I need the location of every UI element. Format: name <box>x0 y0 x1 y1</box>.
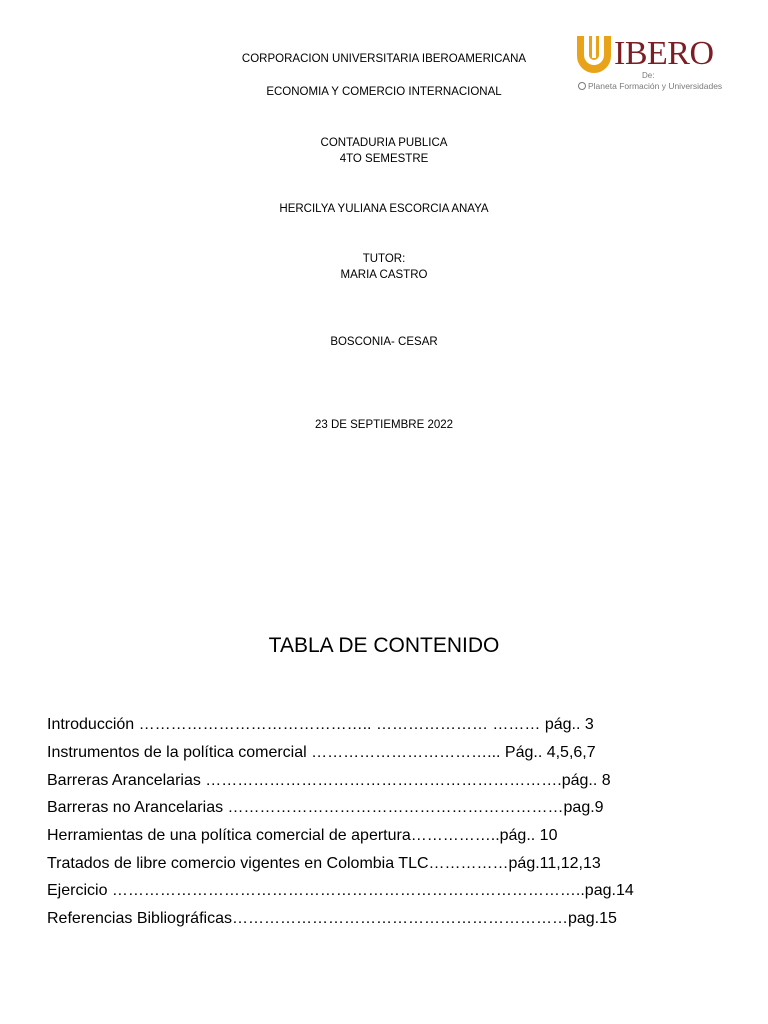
career-name: CONTADURIA PUBLICA <box>320 137 448 149</box>
semester: 4TO SEMESTRE <box>339 153 429 165</box>
location: BOSCONIA- CESAR <box>330 336 438 348</box>
toc-title: TABLA DE CONTENIDO <box>268 634 500 657</box>
toc-entry: Ejercicio ……………………………………………………………………………..pag.14 <box>47 882 634 899</box>
logo-wordmark: IBERO <box>614 35 714 72</box>
tutor-name: MARIA CASTRO <box>340 269 428 281</box>
logo-de-label: De: <box>642 71 655 80</box>
student-name: HERCILYA YULIANA ESCORCIA ANAYA <box>279 203 489 215</box>
tutor-label: TUTOR: <box>362 253 406 265</box>
toc-entry: Instrumentos de la política comercial ……………………………... Pág.. 4,5,6,7 <box>47 744 596 761</box>
toc-entry: Herramientas de una política comercial de apertura……………..pág.. 10 <box>47 827 558 844</box>
toc-entry: Barreras Arancelarias ………………………………………………………….pág.. 8 <box>47 772 611 789</box>
logo-subtitle-text: Planeta Formación y Universidades <box>588 81 723 91</box>
university-name: CORPORACION UNIVERSITARIA IBEROAMERICANA <box>241 53 527 65</box>
toc-entry: Barreras no Arancelarias ………………………………………………………pag.9 <box>47 799 604 816</box>
program-name: ECONOMIA Y COMERCIO INTERNACIONAL <box>266 86 502 98</box>
date: 23 DE SEPTIEMBRE 2022 <box>314 419 454 431</box>
toc-entry: Introducción …………………………………….. ………………… ……… pág.. 3 <box>47 716 594 733</box>
toc-entry: Referencias Bibliográficas………………………………………………………pag.15 <box>47 910 617 927</box>
toc-entry: Tratados de libre comercio vigentes en Colombia TLC……………pág.11,12,13 <box>47 855 601 872</box>
